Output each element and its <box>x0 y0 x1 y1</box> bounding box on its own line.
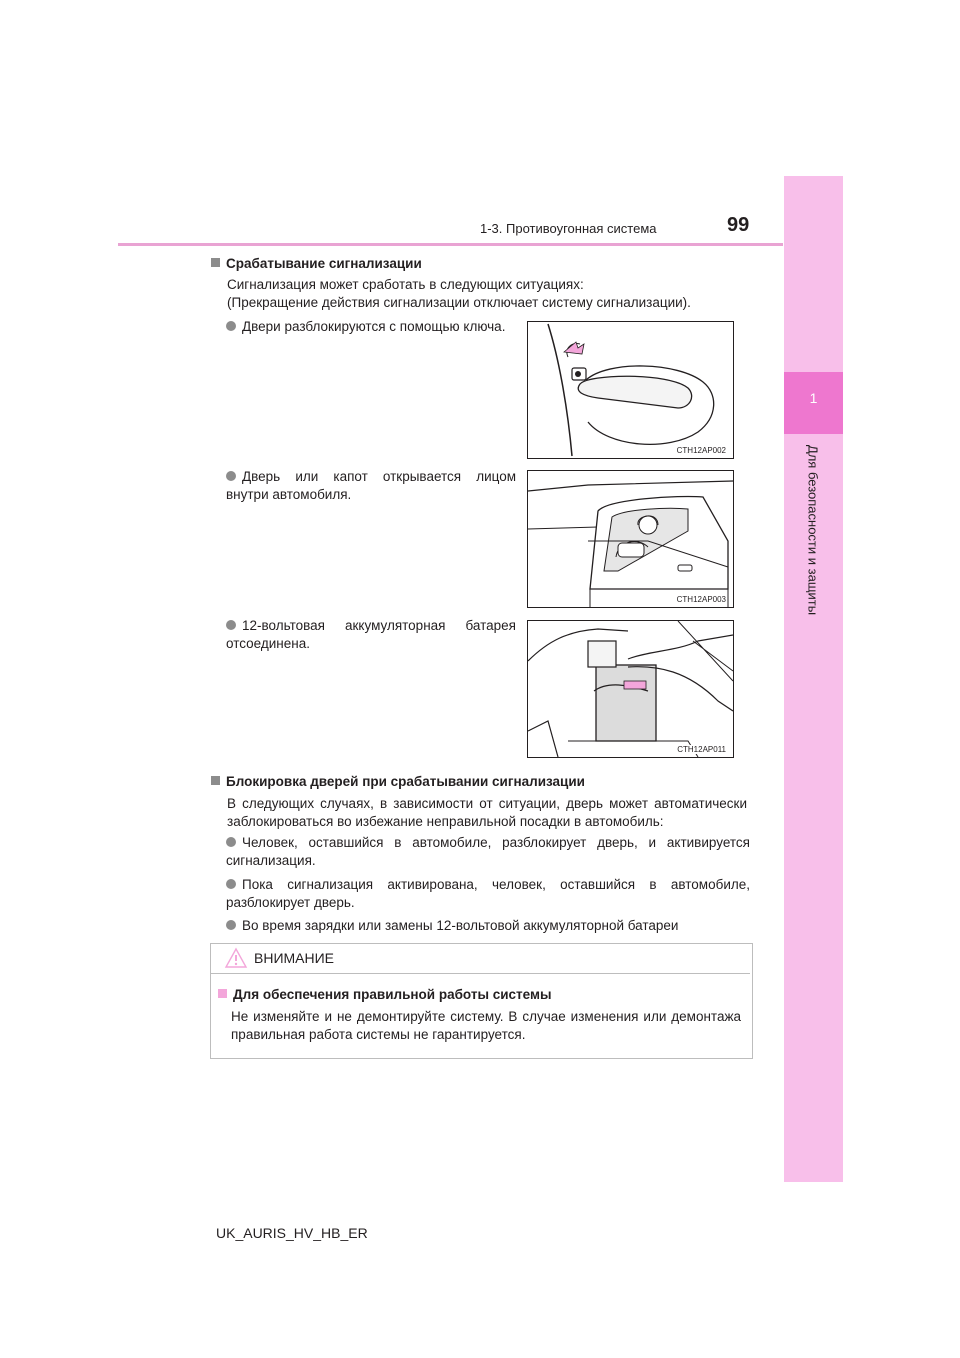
figure-battery-disconnected <box>527 620 734 758</box>
page-number: 99 <box>727 214 750 236</box>
side-index-strip <box>784 176 843 1182</box>
circle-bullet-icon <box>226 321 236 331</box>
car-interior-illustration <box>528 471 733 607</box>
section-heading: Блокировка дверей при срабатывании сигнализации <box>211 774 585 789</box>
header-divider <box>118 243 783 246</box>
list-item: Во время зарядки или замены 12-вольтовой аккумуляторной батареи <box>226 917 750 935</box>
chapter-number: 1 <box>809 390 818 406</box>
chapter-label: Для безопасности и защиты <box>805 444 821 616</box>
warning-triangle-icon <box>224 947 248 969</box>
circle-bullet-icon <box>226 620 236 630</box>
model-code: UK_AURIS_HV_HB_ER <box>216 1225 368 1241</box>
square-bullet-icon <box>218 989 227 998</box>
figure-code: CTH12AP003 <box>676 595 726 604</box>
battery-illustration <box>528 621 733 757</box>
warning-heading: Для обеспечения правильной работы системы <box>218 987 552 1002</box>
list-item: Пока сигнализация активирована, человек, оставшийся в автомобиле, разблокирует дверь. <box>226 877 750 910</box>
circle-bullet-icon <box>226 879 236 889</box>
list-item: 12-вольтовая аккумуляторная батарея отсоединена. <box>226 618 516 651</box>
square-bullet-icon <box>211 258 220 267</box>
figure-door-key-unlock <box>527 321 734 459</box>
circle-bullet-icon <box>226 837 236 847</box>
section-intro: Сигнализация может сработать в следующих ситуациях: (Прекращение действия сигнализации отключает систему сигнализации). <box>227 277 691 310</box>
section-intro: В следующих случаях, в зависимости от ситуации, дверь может автоматически заблокироваться во избежание неправильной посадки в автомобиль: <box>227 796 747 829</box>
section-heading: Срабатывание сигнализации <box>211 256 422 271</box>
list-item: Дверь или капот открывается лицом внутри автомобиля. <box>226 469 516 502</box>
square-bullet-icon <box>211 776 220 785</box>
figure-code: CTH12AP011 <box>677 745 726 754</box>
door-handle-illustration <box>528 322 733 458</box>
circle-bullet-icon <box>226 920 236 930</box>
section-title: 1-3. Противоугонная система <box>480 221 657 236</box>
figure-code: CTH12AP002 <box>676 446 726 455</box>
circle-bullet-icon <box>226 471 236 481</box>
list-item: Человек, оставшийся в автомобиле, разблокирует дверь, и активируется сигнализация. <box>226 835 750 868</box>
warning-title: ВНИМАНИЕ <box>254 950 335 966</box>
list-item: Двери разблокируются с помощью ключа. <box>226 318 516 336</box>
figure-door-opened-inside <box>527 470 734 608</box>
warning-text: Не изменяйте и не демонтируйте систему. В случае изменения или демонтажа правильная работа системы не гарантируется. <box>231 1009 741 1042</box>
